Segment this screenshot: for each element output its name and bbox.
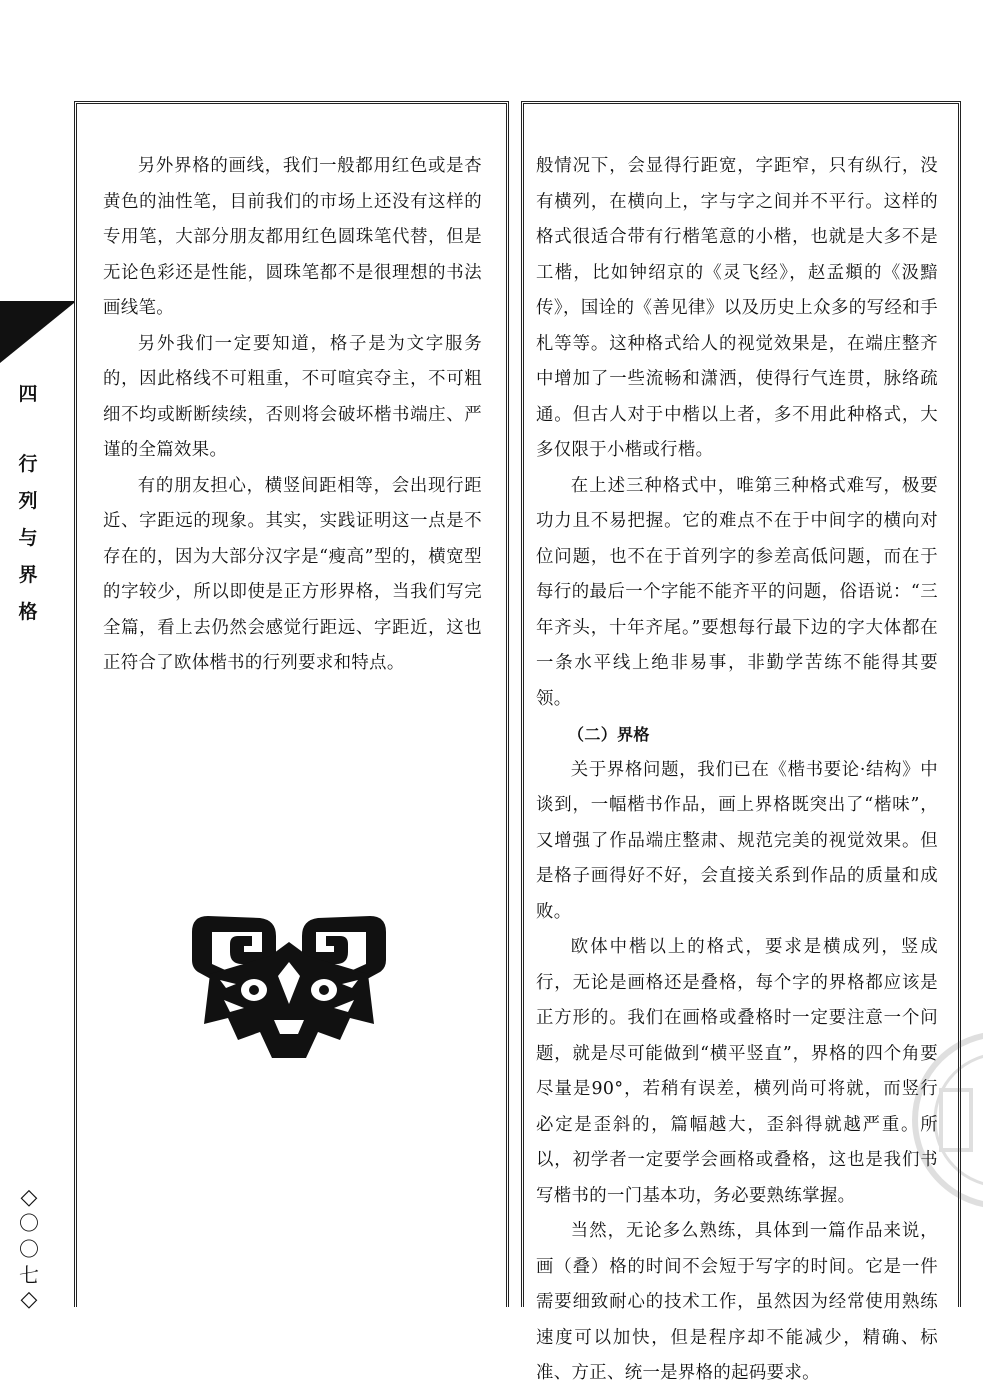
paragraph-continuation: 般情况下，会显得行距宽，字距窄，只有纵行，没有横列，在横向上，字与字之间并不平行。这样的格式很适合带有行楷笔意的小楷，也就是大多不是工楷，比如钟绍京的《灵飞经》，赵孟頫的《汲黯传》，国诠的《善见律》以及历史上众多的写经和手札等等。这种格式给人的视觉效果是，在端庄整齐中增加了一些流畅和潇洒，使得行气连贯，脉络疏通。但古人对于中楷以上者，多不用此种格式，大多仅限于小楷或行楷。	[536, 156, 938, 460]
paragraph: 欧体中楷以上的格式，要求是横成列，竖成行，无论是画格还是叠格，每个字的界格都应该是正方形的。我们在画格或叠格时一定要注意一个问题，就是尽可能做到“横平竖直”，界格的四个角要尽量是90°，若稍有误差，横列尚可将就，而竖行必定是歪斜的，篇幅越大，歪斜得就越严重。所以，初学者一定要学会画格或叠格，这也是我们书写楷书的一门基本功，务必要熟练掌握。	[536, 937, 938, 1206]
watermark-seal-icon	[901, 1030, 983, 1210]
paragraph: 关于界格问题，我们已在《楷书要论·结构》中谈到，一幅楷书作品，画上界格既突出了“楷味”，又增强了作品端庄整肃、规范完美的视觉效果。但是格子画得好不好，会直接关系到作品的质量和成败。	[536, 759, 938, 922]
page-number-digit: 七	[19, 1263, 39, 1287]
chapter-title-char: 格	[12, 594, 44, 626]
left-column	[74, 101, 509, 1307]
chapter-title-char: 列	[12, 483, 44, 515]
paragraph: 在上述三种格式中，唯第三种格式难写，极要功力且不易把握。它的难点不在于中间字的横向对位问题，也不在于首列字的参差高低问题，而在于每行的最后一个字能不能齐平的问题，俗语说：“三年齐头，十年齐尾。”要想每行最下边的字大体都在一条水平线上绝非易事，非勤学苦练不能得其要领。	[536, 475, 938, 709]
right-column	[521, 101, 961, 1383]
paragraph: 另外我们一定要知道，格子是为文字服务的，因此格线不可粗重，不可喧宾夺主，不可粗细不均或断断续续，否则将会破坏楷书端庄、严谨的全篇效果。	[103, 333, 482, 460]
chapter-title-char: 与	[12, 520, 44, 552]
paragraph: 有的朋友担心，横竖间距相等，会出现行距近、字距远的现象。其实，实践证明这一点是不存在的，因为大部分汉字是“瘦高”型的，横宽型的字较少，所以即使是正方形界格，当我们写完全篇，看上去仍然会感觉行距远、字距近，这也正符合了欧体楷书的行列要求和特点。	[103, 475, 482, 673]
chapter-title-char: 界	[12, 557, 44, 589]
margin-triangle	[0, 303, 74, 363]
chapter-marker	[8, 376, 48, 631]
chapter-number: 四	[12, 376, 44, 408]
section-heading: （二）界格	[568, 725, 650, 744]
page-number-digit: 〇	[19, 1237, 39, 1261]
diamond-icon: ◇	[20, 1185, 38, 1210]
chapter-title-char: 行	[12, 446, 44, 478]
taotie-mask-icon	[190, 912, 388, 1060]
page-number	[14, 1186, 44, 1312]
diamond-icon: ◇	[20, 1287, 38, 1312]
page-number-digit: 〇	[19, 1211, 39, 1235]
left-column-text	[103, 149, 482, 682]
paragraph: 另外界格的画线，我们一般都用红色或是杏黄色的油性笔，目前我们的市场上还没有这样的专用笔，大部分朋友都用红色圆珠笔代替，但是无论色彩还是性能，圆珠笔都不是很理想的书法画线笔。	[103, 156, 482, 318]
paragraph: 当然，无论多么熟练，具体到一篇作品来说，画（叠）格的时间不会短于写字的时间。它是一件需要细致耐心的技术工作，虽然因为经常使用熟练速度可以加快，但是程序却不能减少，精确、标准、方正、统一是界格的起码要求。	[536, 1221, 938, 1383]
right-column-text	[536, 149, 938, 1392]
